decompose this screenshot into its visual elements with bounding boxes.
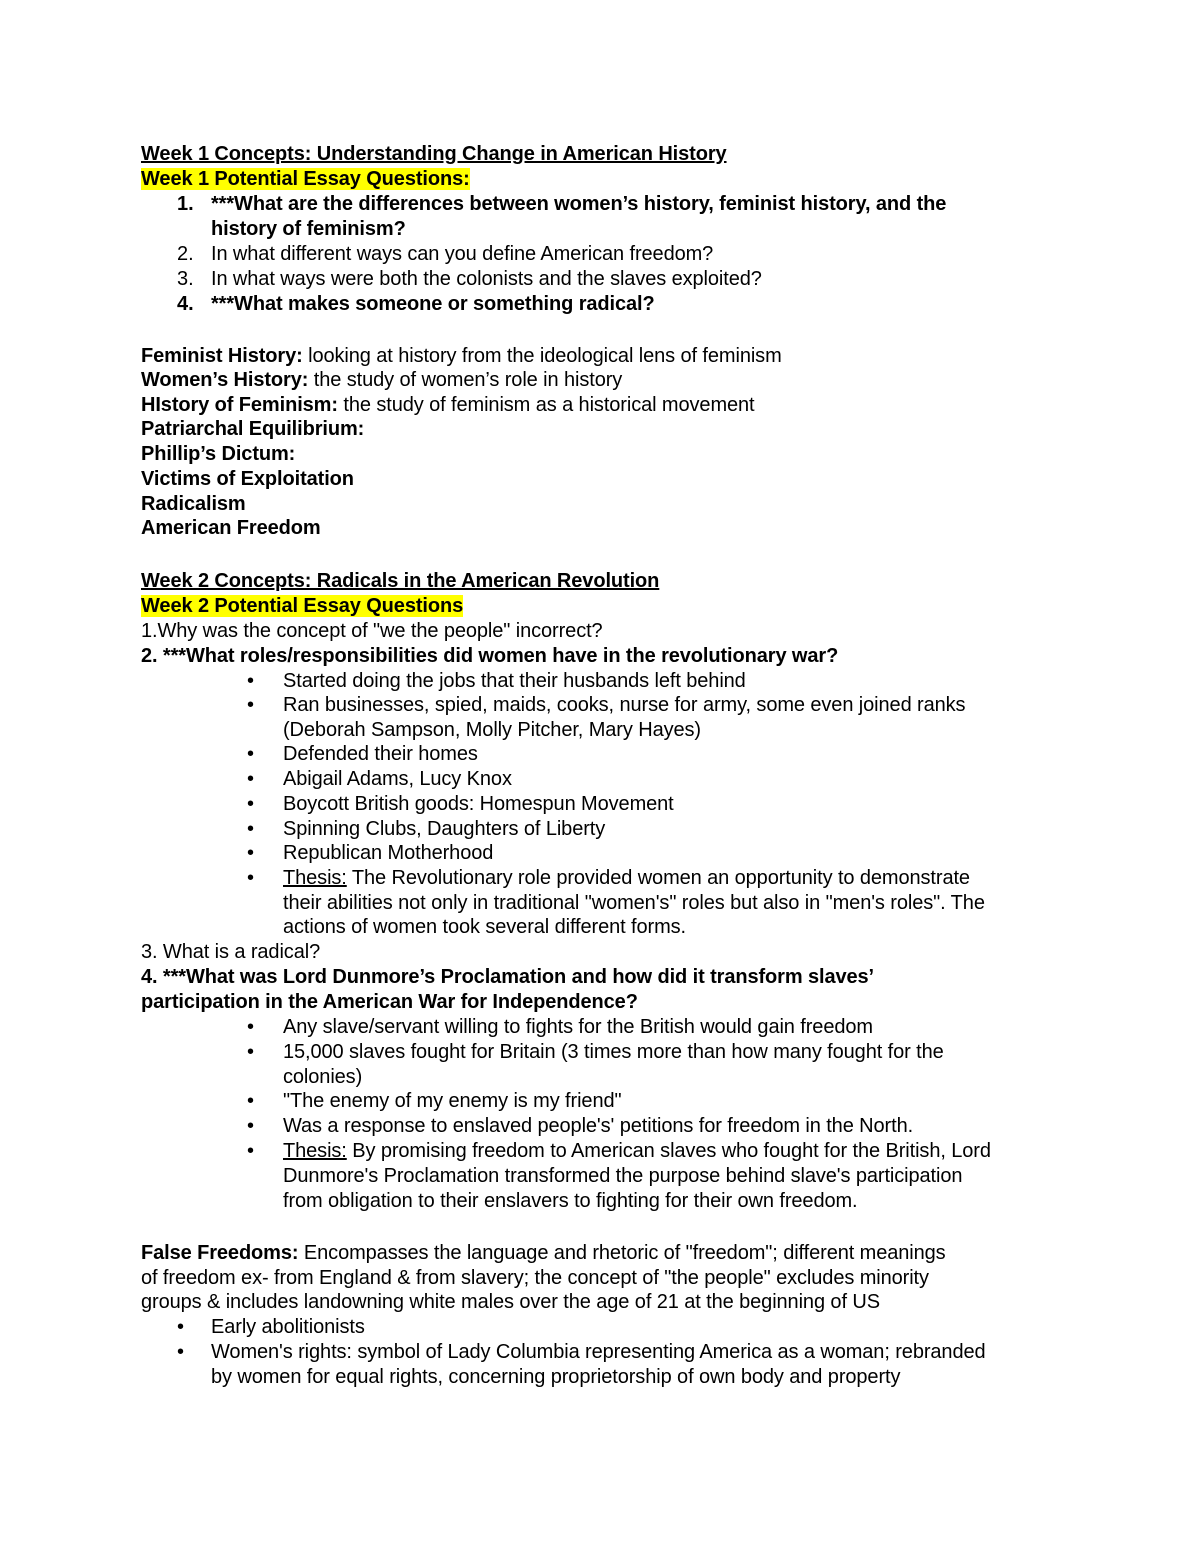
bullet: • <box>247 793 255 815</box>
term-line <box>141 368 622 392</box>
thesis-cont: from obligation to their enslavers to fighting for their own freedom. <box>283 1190 858 1212</box>
bullet: • <box>247 842 255 864</box>
thesis-text: The Revolutionary role provided women an opportunity to demonstrate <box>346 867 970 889</box>
week2-question-4: 4. ***What was Lord Dunmore’s Proclamation and how did it transform slaves’ <box>141 966 875 988</box>
term: Patriarchal Equilibrium: <box>141 418 365 440</box>
bullet: • <box>247 1090 255 1112</box>
thesis-label: Thesis: <box>283 1140 347 1162</box>
thesis-text: By promising freedom to American slaves who fought for the British, Lord <box>346 1140 991 1162</box>
q-number: 3. <box>177 268 194 290</box>
list-item: Ran businesses, spied, maids, cooks, nurse for army, some even joined ranks <box>283 694 966 716</box>
week1-question-2: In what different ways can you define American freedom? <box>211 243 714 265</box>
list-item: Started doing the jobs that their husbands left behind <box>283 670 746 692</box>
list-item-cont: by women for equal rights, concerning proprietorship of own body and property <box>211 1366 901 1388</box>
definition: looking at history from the ideological lens of feminism <box>302 345 782 367</box>
bullet: • <box>247 1115 255 1137</box>
q-number: 2. <box>177 243 194 265</box>
term-line <box>141 393 755 417</box>
week2-question-1: 1.Why was the concept of "we the people" incorrect? <box>141 620 603 642</box>
week1-question-4: ***What makes someone or something radical? <box>211 293 655 315</box>
list-item: Any slave/servant willing to fights for the British would gain freedom <box>283 1016 873 1038</box>
list-item-cont: colonies) <box>283 1066 363 1088</box>
q-number: 1. <box>177 193 194 215</box>
definition: Encompasses the language and rhetoric of "freedom"; different meanings <box>298 1242 946 1264</box>
list-item: Abigail Adams, Lucy Knox <box>283 768 512 790</box>
definition-cont: of freedom ex- from England & from slavery; the concept of "the people" excludes minority <box>141 1267 929 1289</box>
bullet: • <box>247 867 255 889</box>
false-freedoms-line <box>141 1241 946 1265</box>
bullet: • <box>247 1016 255 1038</box>
list-item: Boycott British goods: Homespun Movement <box>283 793 674 815</box>
bullet: • <box>247 670 255 692</box>
term: Phillip’s Dictum: <box>141 443 296 465</box>
thesis-cont: their abilities not only in traditional "women's" roles but also in "men's roles". The <box>283 892 985 914</box>
bullet: • <box>247 1140 255 1162</box>
list-item: Defended their homes <box>283 743 478 765</box>
definition: the study of feminism as a historical movement <box>337 394 755 416</box>
list-item: Early abolitionists <box>211 1316 365 1338</box>
thesis-line <box>283 866 970 890</box>
bullet: • <box>247 743 255 765</box>
thesis-cont: Dunmore's Proclamation transformed the purpose behind slave's participation <box>283 1165 963 1187</box>
thesis-line <box>283 1139 991 1163</box>
highlight: Week 1 Potential Essay Questions: <box>141 168 470 190</box>
list-item: Republican Motherhood <box>283 842 494 864</box>
term: Victims of Exploitation <box>141 468 354 490</box>
term: Women’s History: <box>141 369 309 391</box>
week2-essay-heading <box>141 594 463 618</box>
list-item: Spinning Clubs, Daughters of Liberty <box>283 818 606 840</box>
list-item: Women's rights: symbol of Lady Columbia representing America as a woman; rebranded <box>211 1341 986 1363</box>
week2-title: Week 2 Concepts: Radicals in the American Revolution <box>141 570 660 592</box>
week1-essay-heading <box>141 167 470 191</box>
term: HIstory of Feminism: <box>141 394 338 416</box>
bullet: • <box>247 768 255 790</box>
term: American Freedom <box>141 517 321 539</box>
thesis-cont: actions of women took several different forms. <box>283 916 686 938</box>
week1-question-1: ***What are the differences between women’s history, feminist history, and the <box>211 193 947 215</box>
bullet: • <box>177 1341 185 1363</box>
week1-question-1-cont: history of feminism? <box>211 218 406 240</box>
list-item: 15,000 slaves fought for Britain (3 times more than how many fought for the <box>283 1041 944 1063</box>
week1-question-3: In what ways were both the colonists and the slaves exploited? <box>211 268 762 290</box>
list-item: Was a response to enslaved people's' petitions for freedom in the North. <box>283 1115 914 1137</box>
bullet: • <box>247 818 255 840</box>
list-item-cont: (Deborah Sampson, Molly Pitcher, Mary Hayes) <box>283 719 701 741</box>
q-number: 4. <box>177 293 194 315</box>
week1-title: Week 1 Concepts: Understanding Change in American History <box>141 143 727 165</box>
definition: the study of women’s role in history <box>308 369 623 391</box>
definition-cont: groups & includes landowning white males over the age of 21 at the beginning of US <box>141 1291 880 1313</box>
bullet: • <box>177 1316 185 1338</box>
bullet: • <box>247 694 255 716</box>
week2-question-3: 3. What is a radical? <box>141 941 321 963</box>
thesis-label: Thesis: <box>283 867 347 889</box>
highlight: Week 2 Potential Essay Questions <box>141 595 464 617</box>
term: Feminist History: <box>141 345 303 367</box>
term: False Freedoms: <box>141 1242 299 1264</box>
week2-question-2: 2. ***What roles/responsibilities did women have in the revolutionary war? <box>141 645 839 667</box>
term-line <box>141 344 782 368</box>
list-item: "The enemy of my enemy is my friend" <box>283 1090 622 1112</box>
week2-question-4-cont: participation in the American War for Independence? <box>141 991 638 1013</box>
bullet: • <box>247 1041 255 1063</box>
term: Radicalism <box>141 493 246 515</box>
